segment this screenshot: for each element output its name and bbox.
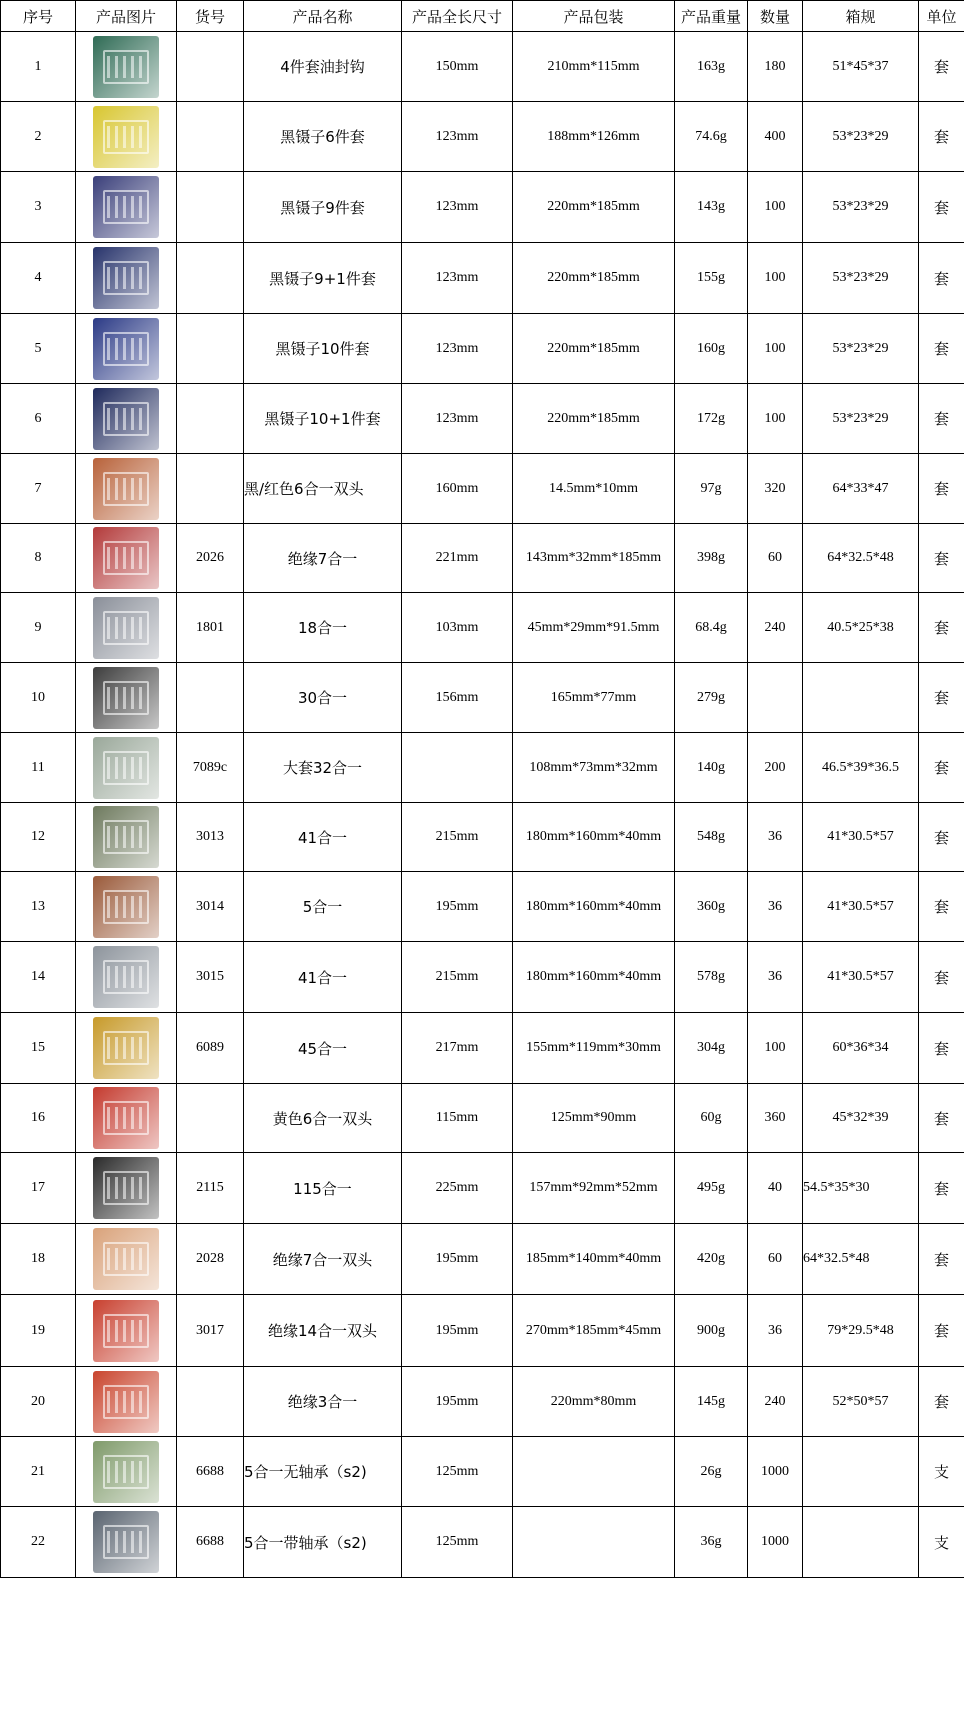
cell-image <box>76 1013 177 1084</box>
cell-unit: 套 <box>919 172 964 243</box>
cell-weight: 578g <box>675 942 748 1013</box>
table-row <box>1 314 964 384</box>
product-photo <box>93 1371 159 1433</box>
product-photo <box>93 1441 159 1503</box>
cell-length: 123mm <box>402 384 513 454</box>
cell-no: 12 <box>1 803 76 872</box>
cell-image <box>76 524 177 593</box>
cell-sku <box>177 172 244 243</box>
cell-sku <box>177 1367 244 1437</box>
cell-qty: 100 <box>748 314 803 384</box>
cell-unit: 套 <box>919 524 964 593</box>
cell-qty: 100 <box>748 1013 803 1084</box>
cell-name: 115合一 <box>244 1153 402 1224</box>
cell-no: 9 <box>1 593 76 663</box>
cell-sku: 2026 <box>177 524 244 593</box>
cell-carton: 64*33*47 <box>803 454 919 524</box>
product-photo <box>93 737 159 799</box>
photo-tools-pattern <box>107 687 145 709</box>
cell-carton: 53*23*29 <box>803 243 919 314</box>
cell-weight: 360g <box>675 872 748 942</box>
header-row <box>1 1 964 32</box>
table-row <box>1 243 964 314</box>
cell-name: 黑镊子10+1件套 <box>244 384 402 454</box>
cell-sku <box>177 454 244 524</box>
table-row <box>1 32 964 102</box>
cell-unit: 套 <box>919 593 964 663</box>
cell-weight: 74.6g <box>675 102 748 172</box>
product-photo <box>93 597 159 659</box>
product-photo <box>93 106 159 168</box>
cell-name: 黄色6合一双头 <box>244 1084 402 1153</box>
cell-qty: 200 <box>748 733 803 803</box>
table-row <box>1 1367 964 1437</box>
cell-weight: 304g <box>675 1013 748 1084</box>
cell-carton <box>803 663 919 733</box>
cell-unit: 套 <box>919 1153 964 1224</box>
cell-sku <box>177 1084 244 1153</box>
cell-qty: 320 <box>748 454 803 524</box>
cell-package: 180mm*160mm*40mm <box>513 803 675 872</box>
cell-qty: 36 <box>748 872 803 942</box>
cell-unit: 套 <box>919 733 964 803</box>
cell-name: 绝缘3合一 <box>244 1367 402 1437</box>
cell-length: 123mm <box>402 172 513 243</box>
cell-package: 188mm*126mm <box>513 102 675 172</box>
cell-unit: 支 <box>919 1507 964 1578</box>
table-row <box>1 102 964 172</box>
cell-name: 绝缘7合一 <box>244 524 402 593</box>
cell-name: 5合一 <box>244 872 402 942</box>
header-length: 产品全长尺寸 <box>402 1 513 32</box>
table-row <box>1 454 964 524</box>
table-row <box>1 733 964 803</box>
cell-sku <box>177 663 244 733</box>
photo-tools-pattern <box>107 896 145 918</box>
cell-image <box>76 102 177 172</box>
cell-image <box>76 872 177 942</box>
cell-no: 16 <box>1 1084 76 1153</box>
cell-weight: 26g <box>675 1437 748 1507</box>
product-photo <box>93 458 159 520</box>
header-carton: 箱规 <box>803 1 919 32</box>
cell-carton: 46.5*39*36.5 <box>803 733 919 803</box>
cell-no: 5 <box>1 314 76 384</box>
cell-name: 41合一 <box>244 942 402 1013</box>
table-row <box>1 384 964 454</box>
header-package: 产品包装 <box>513 1 675 32</box>
cell-weight: 163g <box>675 32 748 102</box>
table-row <box>1 593 964 663</box>
cell-name: 41合一 <box>244 803 402 872</box>
cell-length: 103mm <box>402 593 513 663</box>
cell-image <box>76 384 177 454</box>
cell-qty: 240 <box>748 1367 803 1437</box>
cell-unit: 套 <box>919 384 964 454</box>
cell-weight: 140g <box>675 733 748 803</box>
cell-sku: 6089 <box>177 1013 244 1084</box>
product-photo <box>93 1511 159 1573</box>
cell-weight: 60g <box>675 1084 748 1153</box>
cell-length <box>402 733 513 803</box>
cell-unit: 套 <box>919 314 964 384</box>
table-row <box>1 1295 964 1367</box>
photo-tools-pattern <box>107 1177 145 1199</box>
photo-tools-pattern <box>107 1037 145 1059</box>
photo-tools-pattern <box>107 1531 145 1553</box>
cell-unit: 套 <box>919 454 964 524</box>
photo-tools-pattern <box>107 126 145 148</box>
cell-carton: 64*32.5*48 <box>803 1224 919 1295</box>
photo-tools-pattern <box>107 408 145 430</box>
photo-tools-pattern <box>107 617 145 639</box>
cell-sku <box>177 384 244 454</box>
cell-package: 220mm*185mm <box>513 384 675 454</box>
cell-carton: 64*32.5*48 <box>803 524 919 593</box>
cell-package: 143mm*32mm*185mm <box>513 524 675 593</box>
photo-tools-pattern <box>107 757 145 779</box>
photo-tools-pattern <box>107 196 145 218</box>
cell-carton: 53*23*29 <box>803 172 919 243</box>
product-photo <box>93 1087 159 1149</box>
cell-name: 30合一 <box>244 663 402 733</box>
cell-carton: 79*29.5*48 <box>803 1295 919 1367</box>
cell-image <box>76 243 177 314</box>
cell-name: 黑镊子9件套 <box>244 172 402 243</box>
cell-unit: 支 <box>919 1437 964 1507</box>
cell-unit: 套 <box>919 1367 964 1437</box>
cell-length: 125mm <box>402 1507 513 1578</box>
product-photo <box>93 176 159 238</box>
cell-name: 黑镊子10件套 <box>244 314 402 384</box>
cell-length: 195mm <box>402 1224 513 1295</box>
cell-no: 8 <box>1 524 76 593</box>
cell-name: 黑镊子9+1件套 <box>244 243 402 314</box>
table-row <box>1 872 964 942</box>
cell-carton: 45*32*39 <box>803 1084 919 1153</box>
cell-name: 绝缘7合一双头 <box>244 1224 402 1295</box>
cell-unit: 套 <box>919 243 964 314</box>
cell-no: 14 <box>1 942 76 1013</box>
cell-image <box>76 314 177 384</box>
product-photo <box>93 388 159 450</box>
product-photo <box>93 946 159 1008</box>
cell-no: 6 <box>1 384 76 454</box>
cell-sku: 3013 <box>177 803 244 872</box>
cell-unit: 套 <box>919 1013 964 1084</box>
cell-no: 22 <box>1 1507 76 1578</box>
cell-image <box>76 1507 177 1578</box>
cell-length: 115mm <box>402 1084 513 1153</box>
cell-qty: 40 <box>748 1153 803 1224</box>
cell-qty: 100 <box>748 384 803 454</box>
cell-no: 19 <box>1 1295 76 1367</box>
cell-name: 5合一带轴承（s2) <box>244 1507 402 1578</box>
cell-weight: 548g <box>675 803 748 872</box>
product-photo <box>93 36 159 98</box>
cell-qty: 36 <box>748 803 803 872</box>
cell-name: 黑镊子6件套 <box>244 102 402 172</box>
product-photo <box>93 1017 159 1079</box>
photo-tools-pattern <box>107 826 145 848</box>
cell-name: 黑/红色6合一双头 <box>244 454 402 524</box>
cell-sku: 2028 <box>177 1224 244 1295</box>
cell-package: 220mm*185mm <box>513 243 675 314</box>
product-photo <box>93 318 159 380</box>
photo-tools-pattern <box>107 338 145 360</box>
table-row <box>1 524 964 593</box>
table-row <box>1 172 964 243</box>
cell-package: 210mm*115mm <box>513 32 675 102</box>
table-row <box>1 1224 964 1295</box>
cell-package: 125mm*90mm <box>513 1084 675 1153</box>
cell-qty: 1000 <box>748 1507 803 1578</box>
cell-unit: 套 <box>919 32 964 102</box>
cell-image <box>76 1084 177 1153</box>
cell-carton: 52*50*57 <box>803 1367 919 1437</box>
cell-carton: 41*30.5*57 <box>803 942 919 1013</box>
cell-qty: 400 <box>748 102 803 172</box>
table-row <box>1 663 964 733</box>
cell-weight: 495g <box>675 1153 748 1224</box>
cell-weight: 97g <box>675 454 748 524</box>
cell-name: 4件套油封钩 <box>244 32 402 102</box>
cell-length: 195mm <box>402 1295 513 1367</box>
cell-name: 5合一无轴承（s2) <box>244 1437 402 1507</box>
cell-package: 45mm*29mm*91.5mm <box>513 593 675 663</box>
cell-image <box>76 172 177 243</box>
cell-qty: 180 <box>748 32 803 102</box>
cell-carton: 41*30.5*57 <box>803 803 919 872</box>
cell-image <box>76 32 177 102</box>
table-row <box>1 1507 964 1578</box>
cell-length: 217mm <box>402 1013 513 1084</box>
cell-unit: 套 <box>919 942 964 1013</box>
cell-unit: 套 <box>919 1084 964 1153</box>
cell-image <box>76 593 177 663</box>
cell-weight: 398g <box>675 524 748 593</box>
cell-no: 4 <box>1 243 76 314</box>
cell-weight: 145g <box>675 1367 748 1437</box>
cell-package <box>513 1507 675 1578</box>
cell-length: 225mm <box>402 1153 513 1224</box>
cell-unit: 套 <box>919 663 964 733</box>
cell-image <box>76 1153 177 1224</box>
cell-package: 165mm*77mm <box>513 663 675 733</box>
product-photo <box>93 1228 159 1290</box>
cell-unit: 套 <box>919 872 964 942</box>
cell-carton <box>803 1507 919 1578</box>
cell-qty: 36 <box>748 1295 803 1367</box>
cell-sku: 6688 <box>177 1437 244 1507</box>
cell-length: 156mm <box>402 663 513 733</box>
cell-weight: 279g <box>675 663 748 733</box>
table-body <box>1 32 964 1578</box>
cell-unit: 套 <box>919 102 964 172</box>
cell-package: 14.5mm*10mm <box>513 454 675 524</box>
header-no: 序号 <box>1 1 76 32</box>
cell-no: 18 <box>1 1224 76 1295</box>
cell-carton: 40.5*25*38 <box>803 593 919 663</box>
cell-length: 160mm <box>402 454 513 524</box>
cell-length: 125mm <box>402 1437 513 1507</box>
cell-qty: 1000 <box>748 1437 803 1507</box>
cell-sku: 3014 <box>177 872 244 942</box>
cell-carton <box>803 1437 919 1507</box>
table-row <box>1 1013 964 1084</box>
cell-carton: 53*23*29 <box>803 314 919 384</box>
photo-tools-pattern <box>107 56 145 78</box>
cell-no: 17 <box>1 1153 76 1224</box>
cell-image <box>76 803 177 872</box>
header-name: 产品名称 <box>244 1 402 32</box>
cell-package: 180mm*160mm*40mm <box>513 872 675 942</box>
cell-weight: 900g <box>675 1295 748 1367</box>
cell-qty: 60 <box>748 1224 803 1295</box>
cell-carton: 53*23*29 <box>803 102 919 172</box>
cell-no: 3 <box>1 172 76 243</box>
product-photo <box>93 667 159 729</box>
cell-length: 150mm <box>402 32 513 102</box>
product-photo <box>93 806 159 868</box>
header-qty: 数量 <box>748 1 803 32</box>
table-row <box>1 1437 964 1507</box>
cell-package: 270mm*185mm*45mm <box>513 1295 675 1367</box>
cell-carton: 51*45*37 <box>803 32 919 102</box>
cell-sku: 3017 <box>177 1295 244 1367</box>
table-row <box>1 942 964 1013</box>
cell-image <box>76 454 177 524</box>
cell-qty: 360 <box>748 1084 803 1153</box>
header-sku: 货号 <box>177 1 244 32</box>
cell-image <box>76 1437 177 1507</box>
cell-qty: 60 <box>748 524 803 593</box>
cell-length: 195mm <box>402 872 513 942</box>
photo-tools-pattern <box>107 966 145 988</box>
cell-image <box>76 1295 177 1367</box>
cell-qty <box>748 663 803 733</box>
cell-package: 220mm*185mm <box>513 172 675 243</box>
cell-sku <box>177 102 244 172</box>
cell-length: 221mm <box>402 524 513 593</box>
cell-weight: 420g <box>675 1224 748 1295</box>
photo-tools-pattern <box>107 478 145 500</box>
cell-length: 123mm <box>402 102 513 172</box>
photo-tools-pattern <box>107 1391 145 1413</box>
cell-package: 108mm*73mm*32mm <box>513 733 675 803</box>
cell-package: 220mm*80mm <box>513 1367 675 1437</box>
photo-tools-pattern <box>107 1107 145 1129</box>
product-photo <box>93 527 159 589</box>
photo-tools-pattern <box>107 267 145 289</box>
product-photo <box>93 876 159 938</box>
cell-no: 20 <box>1 1367 76 1437</box>
table-row <box>1 803 964 872</box>
header-unit: 单位 <box>919 1 964 32</box>
cell-image <box>76 1367 177 1437</box>
photo-tools-pattern <box>107 547 145 569</box>
cell-carton: 41*30.5*57 <box>803 872 919 942</box>
cell-weight: 155g <box>675 243 748 314</box>
cell-no: 21 <box>1 1437 76 1507</box>
cell-carton: 60*36*34 <box>803 1013 919 1084</box>
cell-length: 215mm <box>402 942 513 1013</box>
header-weight: 产品重量 <box>675 1 748 32</box>
table-row <box>1 1084 964 1153</box>
cell-sku <box>177 243 244 314</box>
cell-weight: 160g <box>675 314 748 384</box>
cell-no: 7 <box>1 454 76 524</box>
cell-no: 11 <box>1 733 76 803</box>
cell-image <box>76 663 177 733</box>
cell-qty: 100 <box>748 172 803 243</box>
header-image: 产品图片 <box>76 1 177 32</box>
cell-length: 123mm <box>402 243 513 314</box>
product-photo <box>93 247 159 309</box>
cell-no: 15 <box>1 1013 76 1084</box>
cell-sku: 2115 <box>177 1153 244 1224</box>
cell-image <box>76 942 177 1013</box>
cell-package: 157mm*92mm*52mm <box>513 1153 675 1224</box>
cell-unit: 套 <box>919 1224 964 1295</box>
cell-package: 220mm*185mm <box>513 314 675 384</box>
cell-sku <box>177 32 244 102</box>
cell-package: 180mm*160mm*40mm <box>513 942 675 1013</box>
cell-qty: 240 <box>748 593 803 663</box>
cell-weight: 143g <box>675 172 748 243</box>
cell-sku <box>177 314 244 384</box>
cell-no: 2 <box>1 102 76 172</box>
cell-sku: 1801 <box>177 593 244 663</box>
cell-image <box>76 1224 177 1295</box>
cell-sku: 6688 <box>177 1507 244 1578</box>
cell-weight: 172g <box>675 384 748 454</box>
product-photo <box>93 1157 159 1219</box>
cell-length: 195mm <box>402 1367 513 1437</box>
cell-length: 123mm <box>402 314 513 384</box>
cell-qty: 36 <box>748 942 803 1013</box>
cell-name: 18合一 <box>244 593 402 663</box>
cell-length: 215mm <box>402 803 513 872</box>
cell-image <box>76 733 177 803</box>
cell-package: 185mm*140mm*40mm <box>513 1224 675 1295</box>
cell-carton: 54.5*35*30 <box>803 1153 919 1224</box>
cell-sku: 7089c <box>177 733 244 803</box>
cell-carton: 53*23*29 <box>803 384 919 454</box>
cell-unit: 套 <box>919 803 964 872</box>
cell-no: 1 <box>1 32 76 102</box>
cell-name: 45合一 <box>244 1013 402 1084</box>
table-row <box>1 1153 964 1224</box>
cell-qty: 100 <box>748 243 803 314</box>
cell-package <box>513 1437 675 1507</box>
cell-name: 大套32合一 <box>244 733 402 803</box>
cell-weight: 68.4g <box>675 593 748 663</box>
cell-sku: 3015 <box>177 942 244 1013</box>
cell-no: 10 <box>1 663 76 733</box>
cell-weight: 36g <box>675 1507 748 1578</box>
cell-no: 13 <box>1 872 76 942</box>
photo-tools-pattern <box>107 1320 145 1342</box>
photo-tools-pattern <box>107 1461 145 1483</box>
product-photo <box>93 1300 159 1362</box>
cell-name: 绝缘14合一双头 <box>244 1295 402 1367</box>
cell-unit: 套 <box>919 1295 964 1367</box>
cell-package: 155mm*119mm*30mm <box>513 1013 675 1084</box>
photo-tools-pattern <box>107 1248 145 1270</box>
